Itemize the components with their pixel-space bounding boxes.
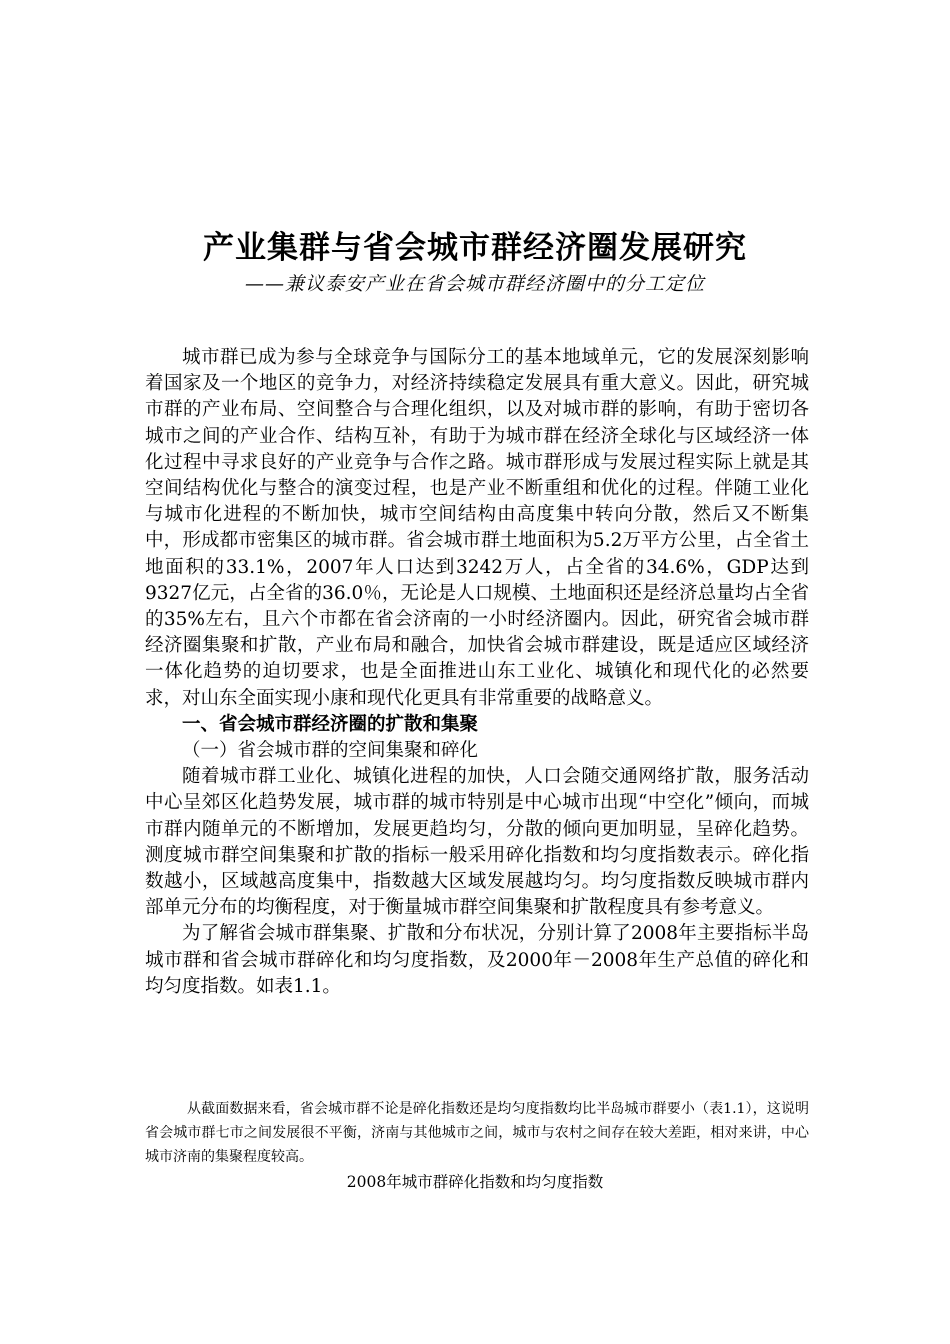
paragraph-cross-section: 从截面数据来看，省会城市群不论是碎化指数还是均匀度指数均比半岛城市群要小（表1.1），这说明省会城市群七市之间发展很不平衡，济南与其他城市之间，城市与农村之间存在较大差距，相对来讲，中心城市济南的集聚程度较高。 xyxy=(145,1101,809,1165)
document-body xyxy=(145,345,809,1000)
section-heading: 一、省会城市群经济圈的扩散和集聚 xyxy=(182,713,479,735)
subsection-heading: （一）省会城市群的空间集聚和碎化 xyxy=(182,740,479,762)
paragraph-concentration: 随着城市群工业化、城镇化进程的加快，人口会随交通网络扩散，服务活动中心呈郊区化趋势发展，城市群的城市特别是中心城市出现“中空化”倾向，而城市群内随单元的不断增加，发展更趋均匀，分散的倾向更加明显，呈碎化趋势。测度城市群空间集聚和扩散的指标一般采用碎化指数和均匀度指数表示。碎化指数越小，区域越高度集中，指数越大区域发展越均匀。均匀度指数反映城市群内部单元分布的均衡程度，对于衡量城市群空间集聚和扩散程度具有参考意义。 xyxy=(145,766,809,919)
paragraph-intro: 城市群已成为参与全球竞争与国际分工的基本地域单元，它的发展深刻影响着国家及一个地区的竞争力，对经济持续稳定发展具有重大意义。因此，研究城市群的产业布局、空间整合与合理化组织，以及对城市群的影响，有助于密切各城市之间的产业合作、结构互补，有助于为城市群在经济全球化与区域经济一体化过程中寻求良好的产业竞争与合作之路。城市群形成与发展过程实际上就是其空间结构优化与整合的演变过程，也是产业不断重组和优化的过程。伴随工业化与城市化进程的不断加快，城市空间结构由高度集中转向分散，然后又不断集中，形成都市密集区的城市群。省会城市群土地面积为5.2万平方公里，占全省土地面积的33.1%，2007年人口达到3242万人，占全省的34.6%，GDP达到9327亿元，占全省的36.0％，无论是人口规模、土地面积还是经济总量均占全省的35%左右，且六个市都在省会济南的一小时经济圈内。因此，研究省会城市群经济圈集聚和扩散，产业布局和融合，加快省会城市群建设，既是适应区域经济一体化趋势的迫切要求，也是全面推进山东工业化、城镇化和现代化的必然要求，对山东全面实现小康和现代化更具有非常重要的战略意义。 xyxy=(145,347,809,709)
document-title: 产业集群与省会城市群经济圈发展研究 xyxy=(203,230,747,266)
paragraph-method: 为了解省会城市群集聚、扩散和分布状况，分别计算了2008年主要指标半岛城市群和省会城市群碎化和均匀度指数，及2000年－2008年生产总值的碎化和均匀度指数。如表1.1。 xyxy=(145,923,809,997)
table-caption: 2008年城市群碎化指数和均匀度指数 xyxy=(346,1173,604,1191)
document-subtitle: ——兼议泰安产业在省会城市群经济圈中的分工定位 xyxy=(244,273,705,295)
